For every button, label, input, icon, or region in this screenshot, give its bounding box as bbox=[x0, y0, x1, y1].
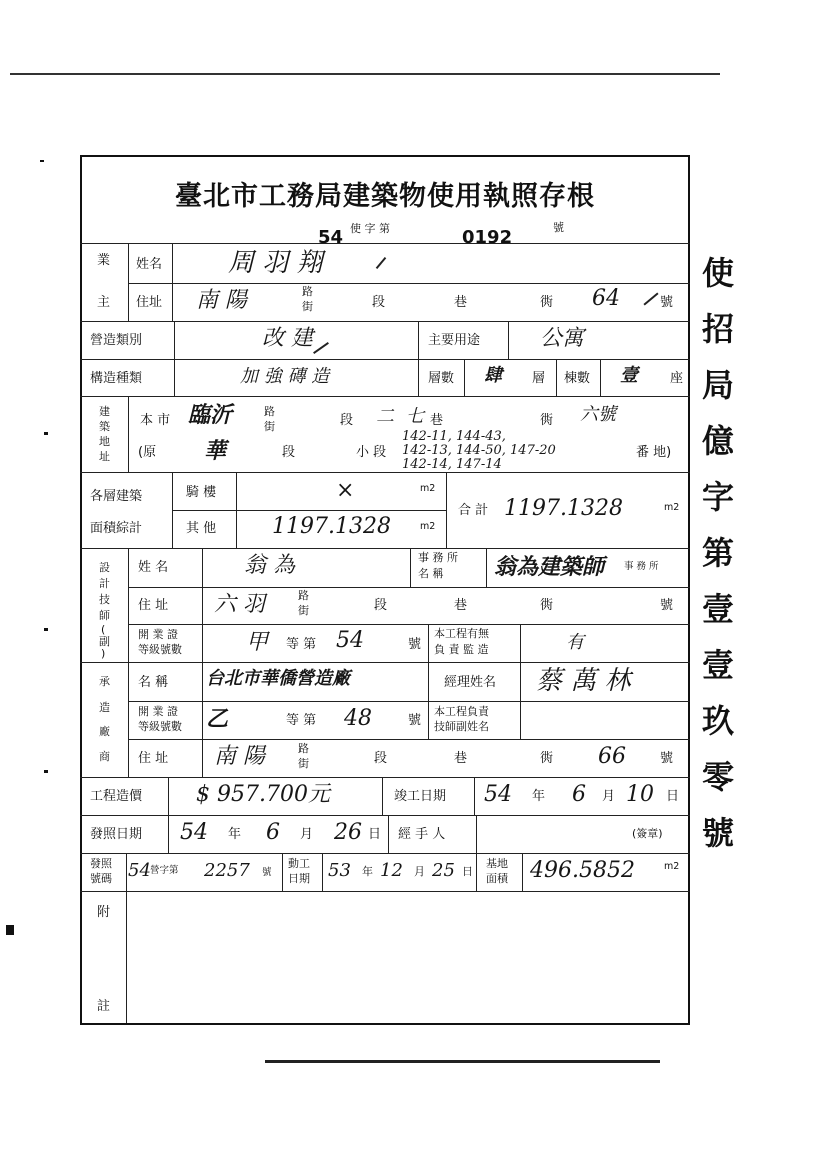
supervise-value: 有 bbox=[566, 632, 584, 653]
architect-deng-di-label: 等 第 bbox=[286, 637, 317, 652]
margin-stamp-char: 玖 bbox=[702, 702, 735, 740]
land-area-value: 496.5852 bbox=[530, 858, 635, 883]
form-title: 臺北市工務局建築物使用執照存根 bbox=[175, 181, 595, 212]
prev-permit-word: 營字第 bbox=[150, 865, 179, 876]
owner-addr-value: 南 陽 bbox=[196, 288, 247, 313]
permit-word: 使 字 第 bbox=[350, 222, 390, 235]
owner-number: 64 bbox=[592, 286, 620, 311]
rule bbox=[80, 359, 690, 360]
start-date-label: 日期 bbox=[288, 872, 310, 885]
architect-side-label: 副 bbox=[99, 635, 110, 648]
rule bbox=[236, 472, 237, 548]
architect-xiang-label: 巷 bbox=[454, 598, 468, 613]
contractor-name: 台北市華僑營造廠 bbox=[206, 668, 350, 689]
scan-speck bbox=[44, 770, 48, 773]
site-jie-value: 六號 bbox=[580, 404, 616, 425]
architect-duan-label: 段 bbox=[374, 598, 388, 613]
issue-ri: 日 bbox=[368, 827, 382, 842]
start-nian: 年 bbox=[362, 865, 373, 878]
issue-nian: 年 bbox=[228, 827, 242, 842]
tech-label: 技師副姓名 bbox=[434, 720, 489, 733]
other-label: 其 他 bbox=[186, 521, 217, 536]
site-lots-2: 142-13, 144-50, 147-20 bbox=[402, 443, 556, 458]
rule bbox=[508, 321, 509, 359]
start-day: 25 bbox=[432, 860, 455, 881]
scan-edge-top bbox=[10, 73, 720, 75]
contractor-side-label: 造 bbox=[99, 701, 110, 714]
site-duan-label: 段 bbox=[340, 413, 354, 428]
cost-label: 工程造價 bbox=[90, 789, 143, 804]
prev-permit-year: 54 bbox=[128, 860, 151, 881]
rule bbox=[522, 853, 523, 891]
permit-year: 54 bbox=[318, 227, 344, 248]
permit-hao: 號 bbox=[553, 221, 564, 234]
land-area-label: 面積 bbox=[486, 872, 508, 885]
architect-jie-label: 衖 bbox=[540, 598, 554, 613]
start-ri: 日 bbox=[462, 865, 473, 878]
rule bbox=[172, 243, 173, 321]
rule bbox=[172, 472, 173, 548]
start-year: 53 bbox=[328, 860, 351, 881]
site-xiang-label: 巷 bbox=[430, 413, 444, 428]
manager-label: 經理姓名 bbox=[444, 675, 497, 690]
floors-unit: 層 bbox=[532, 371, 546, 386]
prev-permit-label: 號碼 bbox=[90, 872, 112, 885]
rule bbox=[128, 283, 690, 284]
architect-reg-label: 開 業 證 bbox=[138, 628, 178, 641]
owner-road-label: 街 bbox=[302, 300, 313, 313]
remarks-label: 附 bbox=[97, 905, 111, 920]
site-road-label: 街 bbox=[264, 420, 275, 433]
rule bbox=[410, 548, 411, 587]
rule bbox=[202, 548, 203, 777]
site-lots-3: 142-14, 147-14 bbox=[402, 457, 502, 472]
architect-side-label: 計 bbox=[99, 577, 110, 590]
owner-duan-label: 段 bbox=[372, 295, 386, 310]
contractor-reg-label: 等級號數 bbox=[138, 720, 182, 733]
rule bbox=[446, 472, 447, 548]
margin-stamp-column bbox=[702, 245, 735, 861]
rule bbox=[80, 777, 690, 778]
scan-speck bbox=[6, 925, 14, 935]
margin-stamp-char: 號 bbox=[702, 814, 735, 852]
contractor-addr-value: 南 陽 bbox=[214, 744, 265, 769]
site-small-duan-label: 小 段 bbox=[356, 445, 387, 460]
owner-xiang-label: 巷 bbox=[454, 295, 468, 310]
arcade-unit: m2 bbox=[420, 483, 436, 494]
contractor-number: 66 bbox=[598, 744, 626, 769]
margin-stamp-char: 億 bbox=[702, 422, 735, 460]
margin-stamp-char: 零 bbox=[702, 758, 735, 796]
architect-side-label: ( bbox=[101, 623, 106, 636]
issue-month: 6 bbox=[266, 820, 280, 845]
rule bbox=[80, 662, 690, 663]
arcade-label: 騎 樓 bbox=[186, 485, 217, 500]
owner-hao-label: 號 bbox=[660, 295, 674, 310]
site-lots-1: 142-11, 144-43, bbox=[402, 429, 506, 444]
tech-label: 本工程負責 bbox=[434, 705, 489, 718]
rule bbox=[428, 624, 429, 662]
site-side-label: 築 bbox=[99, 420, 110, 433]
rule bbox=[282, 853, 283, 891]
owner-name: 周 羽 翔 bbox=[228, 248, 323, 278]
rule bbox=[126, 853, 127, 891]
contractor-reg-label: 開 業 證 bbox=[138, 705, 178, 718]
rule bbox=[556, 359, 557, 396]
rule bbox=[128, 587, 690, 588]
prev-permit-no: 2257 bbox=[204, 860, 250, 881]
rule bbox=[486, 548, 487, 587]
rule bbox=[126, 891, 127, 1023]
issue-date-label: 發照日期 bbox=[90, 827, 143, 842]
rule bbox=[464, 359, 465, 396]
rule bbox=[128, 739, 690, 740]
architect-side-label: ) bbox=[101, 647, 106, 660]
contractor-reg-hao: 號 bbox=[408, 713, 422, 728]
architect-side-label: 技 bbox=[99, 593, 110, 606]
start-yue: 月 bbox=[414, 865, 425, 878]
site-jie-label: 衖 bbox=[540, 413, 554, 428]
site-lot-label: 番 地) bbox=[636, 445, 672, 460]
blocks-value: 壹 bbox=[620, 365, 638, 386]
margin-stamp-char: 局 bbox=[702, 366, 735, 404]
main-use-label: 主要用途 bbox=[428, 333, 481, 348]
rule bbox=[80, 853, 690, 854]
other-value: 1197.1328 bbox=[272, 514, 391, 539]
site-side-label: 建 bbox=[99, 405, 110, 418]
rule bbox=[382, 777, 383, 815]
contractor-road-label: 路 bbox=[298, 742, 309, 755]
margin-stamp-char: 壹 bbox=[702, 590, 735, 628]
prev-permit-label: 發照 bbox=[90, 857, 112, 870]
remarks-label: 註 bbox=[97, 999, 111, 1014]
rule bbox=[428, 662, 429, 739]
rule bbox=[322, 853, 323, 891]
done-yue: 月 bbox=[602, 789, 616, 804]
contractor-reg-no: 48 bbox=[344, 706, 372, 731]
rule bbox=[128, 396, 129, 472]
site-orig-value: 華 bbox=[204, 438, 227, 464]
architect-addr-value: 六 羽 bbox=[214, 592, 265, 617]
architect-side-label: 師 bbox=[99, 609, 110, 622]
rule bbox=[520, 624, 521, 662]
prev-permit-hao: 號 bbox=[262, 867, 272, 878]
scan-edge-bottom bbox=[265, 1060, 660, 1063]
issue-yue: 月 bbox=[300, 827, 314, 842]
rule bbox=[80, 815, 690, 816]
rule bbox=[80, 891, 690, 892]
supervise-label: 本工程有無 bbox=[434, 627, 489, 640]
issue-year: 54 bbox=[180, 820, 208, 845]
rule bbox=[418, 321, 419, 396]
owner-addr-label: 住址 bbox=[136, 295, 163, 310]
rule bbox=[520, 662, 521, 739]
site-orig-duan-label: 段 bbox=[282, 445, 296, 460]
architect-hao-label: 號 bbox=[660, 598, 674, 613]
scan-speck bbox=[44, 432, 48, 435]
rule bbox=[80, 396, 690, 397]
area-label-1: 各層建築 bbox=[90, 489, 143, 504]
margin-stamp-char: 壹 bbox=[702, 646, 735, 684]
done-year: 54 bbox=[484, 782, 512, 807]
issue-day: 26 bbox=[334, 820, 362, 845]
blocks-label: 棟數 bbox=[564, 371, 591, 386]
owner-side-label: 主 bbox=[97, 295, 111, 310]
floors-label: 層數 bbox=[428, 371, 455, 386]
architect-reg-label: 等級號數 bbox=[138, 643, 182, 656]
rule bbox=[80, 548, 690, 549]
contractor-name-label: 名 稱 bbox=[138, 675, 169, 690]
scan-speck bbox=[44, 628, 48, 631]
blocks-unit: 座 bbox=[670, 371, 684, 386]
contractor-grade: 乙 bbox=[206, 706, 229, 732]
arcade-value: × bbox=[336, 478, 355, 503]
site-side-label: 址 bbox=[99, 450, 110, 463]
start-month: 12 bbox=[380, 860, 403, 881]
site-road-label: 路 bbox=[264, 405, 275, 418]
site-duan-value: 二 bbox=[376, 406, 394, 427]
rule bbox=[80, 321, 690, 322]
owner-jie-label: 衖 bbox=[540, 295, 554, 310]
owner-side-label: 業 bbox=[97, 253, 111, 268]
rule bbox=[128, 548, 129, 777]
seal-label: (簽章) bbox=[632, 827, 663, 840]
site-orig-label: (原 bbox=[138, 445, 157, 460]
land-area-label: 基地 bbox=[486, 857, 508, 870]
land-area-unit: m2 bbox=[664, 861, 680, 872]
margin-stamp-char: 第 bbox=[702, 534, 735, 572]
architect-side-label: 設 bbox=[99, 561, 110, 574]
done-date-label: 竣工日期 bbox=[394, 789, 447, 804]
supervise-label: 負 責 監 造 bbox=[434, 643, 489, 656]
owner-road-label: 路 bbox=[302, 285, 313, 298]
rule bbox=[474, 777, 475, 815]
office-label: 事 務 所 bbox=[418, 551, 458, 564]
done-ri: 日 bbox=[666, 789, 680, 804]
other-unit: m2 bbox=[420, 521, 436, 532]
architect-name-label: 姓 名 bbox=[138, 560, 169, 575]
rule bbox=[172, 510, 446, 511]
contractor-road-label: 街 bbox=[298, 757, 309, 770]
floors-value: 肆 bbox=[484, 365, 502, 386]
architect-reg-no: 54 bbox=[336, 628, 364, 653]
permit-number: 0192 bbox=[462, 227, 513, 248]
office-suffix: 事 務 所 bbox=[624, 561, 659, 572]
area-label-2: 面積綜計 bbox=[90, 521, 143, 536]
architect-addr-label: 住 址 bbox=[138, 598, 169, 613]
struct-type-value: 加 強 磚 造 bbox=[240, 366, 330, 387]
rule bbox=[168, 777, 169, 815]
owner-name-label: 姓名 bbox=[136, 257, 163, 272]
site-xiang-value: 七 bbox=[406, 406, 424, 427]
contractor-side-label: 承 bbox=[99, 675, 110, 688]
architect-grade: 甲 bbox=[246, 630, 269, 655]
contractor-addr-label: 住 址 bbox=[138, 751, 169, 766]
total-value: 1197.1328 bbox=[504, 496, 623, 521]
contractor-side-label: 商 bbox=[99, 750, 110, 763]
office-value: 翁為建築師 bbox=[494, 554, 605, 580]
margin-stamp-char: 字 bbox=[702, 478, 735, 516]
site-city-label: 本 市 bbox=[140, 413, 171, 428]
contractor-duan-label: 段 bbox=[374, 751, 388, 766]
build-type-label: 營造類別 bbox=[90, 333, 143, 348]
contractor-hao-label: 號 bbox=[660, 751, 674, 766]
handler-label: 經 手 人 bbox=[398, 827, 446, 842]
architect-reg-hao: 號 bbox=[408, 637, 422, 652]
rule bbox=[128, 243, 129, 321]
rule bbox=[476, 815, 477, 853]
architect-road-label: 街 bbox=[298, 604, 309, 617]
rule bbox=[128, 624, 690, 625]
build-type-value: 改 建 bbox=[262, 326, 313, 351]
struct-type-label: 構造種類 bbox=[90, 371, 143, 386]
start-date-label: 動工 bbox=[288, 857, 310, 870]
rule bbox=[174, 321, 175, 396]
manager-name: 蔡 萬 林 bbox=[536, 666, 631, 696]
rule bbox=[600, 359, 601, 396]
architect-road-label: 路 bbox=[298, 589, 309, 602]
main-use-value: 公寓 bbox=[540, 326, 585, 351]
rule bbox=[388, 815, 389, 853]
rule bbox=[128, 701, 690, 702]
site-road-value: 臨沂 bbox=[188, 402, 233, 428]
architect-name: 翁 為 bbox=[244, 553, 295, 578]
done-nian: 年 bbox=[532, 789, 546, 804]
rule bbox=[476, 853, 477, 891]
scan-speck bbox=[40, 160, 44, 162]
contractor-jie-label: 衖 bbox=[540, 751, 554, 766]
rule bbox=[168, 815, 169, 853]
contractor-xiang-label: 巷 bbox=[454, 751, 468, 766]
margin-stamp-char: 使 bbox=[702, 254, 735, 292]
cost-value: $ 957.700元 bbox=[196, 782, 330, 807]
contractor-deng-di-label: 等 第 bbox=[286, 713, 317, 728]
done-day: 10 bbox=[626, 782, 654, 807]
office-label: 名 稱 bbox=[418, 567, 444, 580]
margin-stamp-char: 招 bbox=[702, 310, 735, 348]
done-month: 6 bbox=[572, 782, 586, 807]
contractor-side-label: 廠 bbox=[99, 725, 110, 738]
total-label: 合 計 bbox=[458, 503, 489, 518]
total-unit: m2 bbox=[664, 502, 680, 513]
site-side-label: 地 bbox=[99, 435, 110, 448]
